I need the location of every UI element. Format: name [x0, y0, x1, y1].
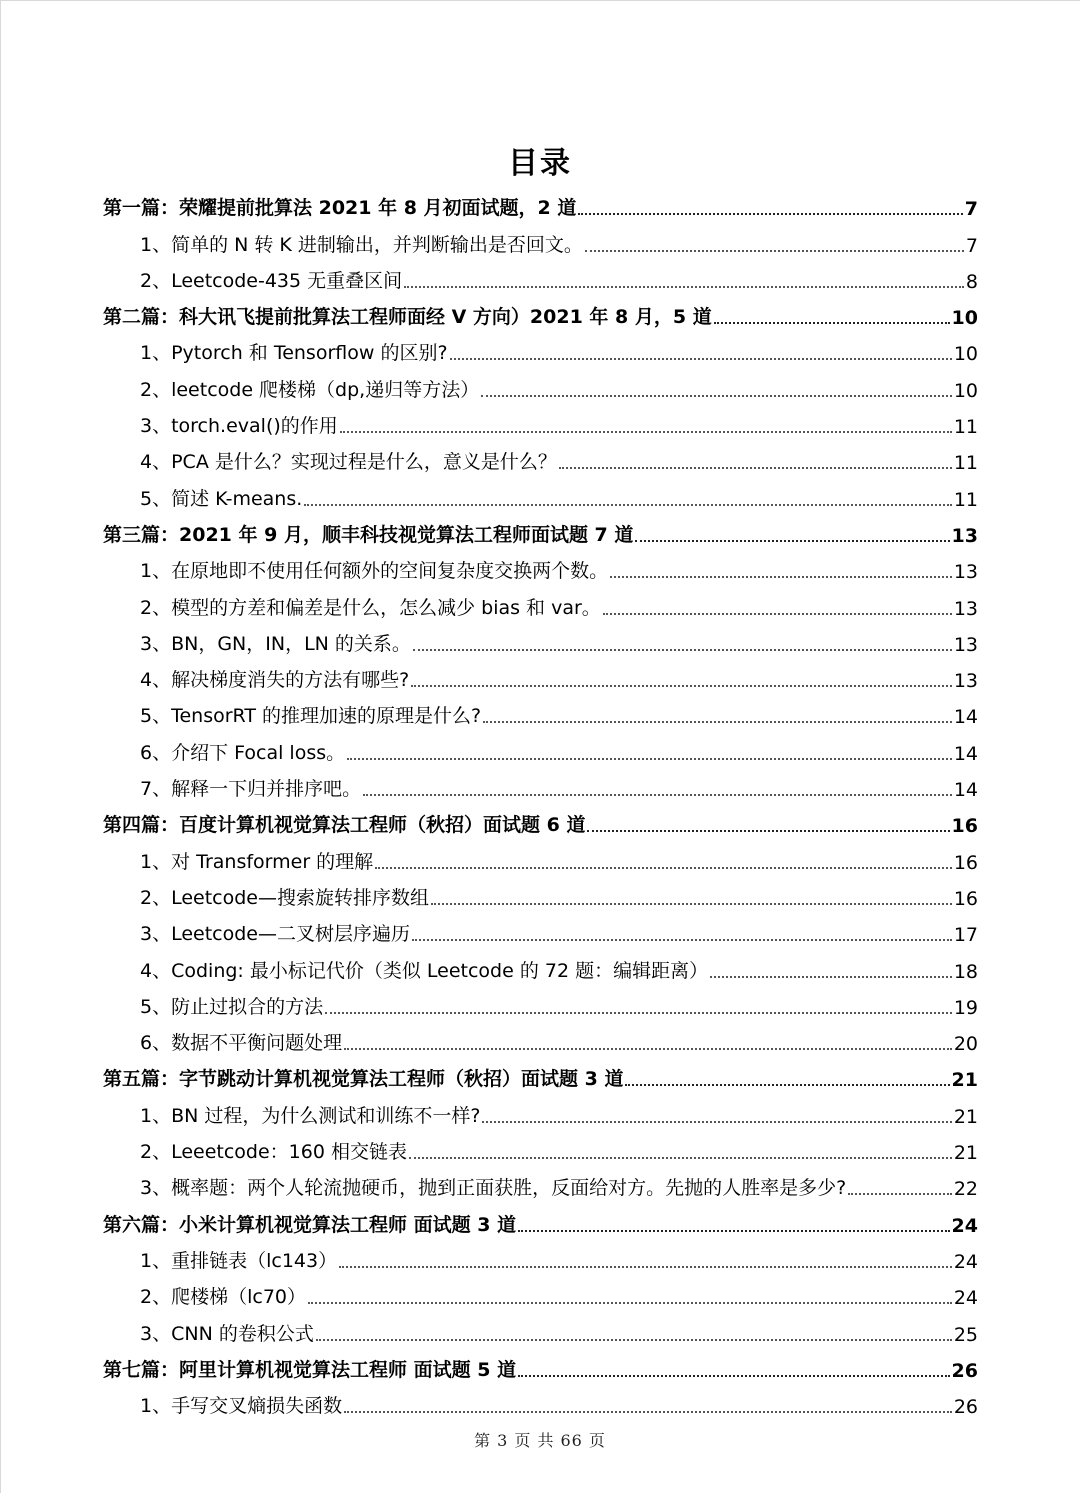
toc-entry-label: 6、介绍下 Focal loss。 — [140, 741, 346, 764]
toc-entry-label: 2、模型的方差和偏差是什么，怎么减少 bias 和 var。 — [140, 596, 601, 619]
toc-entry-label: 2、Leetcode-435 无重叠区间 — [140, 269, 403, 292]
toc-dot-leader — [413, 649, 952, 651]
toc-entry-label: 1、简单的 N 转 K 进制输出，并判断输出是否回文。 — [140, 233, 583, 256]
toc-item-entry[interactable] — [103, 916, 978, 952]
toc-entry-label: 1、在原地即不使用任何额外的空间复杂度交换两个数。 — [140, 560, 609, 583]
toc-section-entry[interactable] — [103, 1352, 978, 1388]
toc-item-entry[interactable] — [103, 1025, 978, 1061]
footer-suffix: 页 — [588, 1431, 606, 1450]
toc-entry-page-number: 21 — [951, 1069, 978, 1092]
toc-dot-leader — [710, 976, 952, 978]
toc-entry-label: 2、leetcode 爬楼梯（dp,递归等方法） — [140, 378, 480, 401]
toc-dot-leader — [603, 613, 952, 615]
toc-dot-leader — [610, 576, 952, 578]
toc-entry-page-number: 14 — [953, 779, 978, 802]
toc-entry-page-number: 21 — [953, 1105, 978, 1128]
toc-item-entry[interactable] — [103, 1134, 978, 1170]
toc-entry-label: 4、PCA 是什么？实现过程是什么，意义是什么？ — [140, 451, 557, 474]
toc-dot-leader — [714, 322, 950, 324]
toc-section-entry[interactable] — [103, 1061, 978, 1097]
toc-dot-leader — [347, 758, 952, 760]
toc-dot-leader — [339, 1266, 952, 1268]
toc-entry-label: 第二篇：科大讯飞提前批算法工程师面经 V 方向）2021 年 8 月，5 道 — [103, 306, 712, 329]
toc-entry-label: 第七篇：阿里计算机视觉算法工程师 面试题 5 道 — [103, 1358, 517, 1381]
toc-dot-leader — [340, 431, 952, 433]
toc-entry-label: 5、防止过拟合的方法 — [140, 995, 324, 1018]
toc-item-entry[interactable] — [103, 952, 978, 988]
toc-entry-label: 第四篇：百度计算机视觉算法工程师（秋招）面试题 6 道 — [103, 814, 586, 837]
toc-entry-page-number: 14 — [953, 706, 978, 729]
toc-dot-leader — [308, 1302, 952, 1304]
toc-dot-leader — [518, 1375, 949, 1377]
toc-entry-page-number: 10 — [951, 307, 978, 330]
toc-item-entry[interactable] — [103, 1279, 978, 1315]
toc-item-entry[interactable] — [103, 480, 978, 516]
toc-section-entry[interactable] — [103, 517, 978, 553]
toc-entry-label: 2、Leetcode—搜索旋转排序数组 — [140, 886, 429, 909]
toc-item-entry[interactable] — [103, 335, 978, 371]
toc-entry-page-number: 24 — [953, 1250, 978, 1273]
toc-dot-leader — [325, 1012, 952, 1014]
toc-entry-label: 4、Coding: 最小标记代价（类似 Leetcode 的 72 题：编辑距离） — [140, 959, 709, 982]
toc-entry-page-number: 11 — [953, 416, 978, 439]
footer-total-pages: 66 — [560, 1431, 583, 1450]
toc-item-entry[interactable] — [103, 698, 978, 734]
toc-dot-leader — [316, 1339, 952, 1341]
toc-entry-label: 1、对 Transformer 的理解 — [140, 850, 374, 873]
toc-dot-leader — [431, 903, 952, 905]
toc-entry-page-number: 14 — [953, 742, 978, 765]
toc-entry-page-number: 18 — [953, 960, 978, 983]
toc-entry-page-number: 13 — [953, 597, 978, 620]
toc-item-entry[interactable] — [103, 1388, 978, 1424]
toc-dot-leader — [304, 504, 952, 506]
toc-entry-page-number: 16 — [953, 851, 978, 874]
toc-entry-label: 5、简述 K-means. — [140, 487, 303, 510]
toc-entry-page-number: 10 — [953, 343, 978, 366]
toc-entry-label: 6、数据不平衡问题处理 — [140, 1032, 343, 1055]
toc-entry-page-number: 11 — [953, 452, 978, 475]
toc-entry-label: 第六篇：小米计算机视觉算法工程师 面试题 3 道 — [103, 1213, 517, 1236]
toc-entry-label: 3、BN，GN，IN，LN 的关系。 — [140, 632, 411, 655]
toc-dot-leader — [409, 1157, 952, 1159]
toc-entry-label: 1、重排链表（lc143） — [140, 1249, 338, 1272]
toc-entry-page-number: 24 — [953, 1287, 978, 1310]
toc-entry-page-number: 22 — [953, 1178, 978, 1201]
toc-entry-page-number: 13 — [953, 561, 978, 584]
toc-item-entry[interactable] — [103, 880, 978, 916]
toc-dot-leader — [411, 685, 952, 687]
toc-dot-leader — [559, 467, 952, 469]
toc-dot-leader — [585, 250, 964, 252]
toc-entry-label: 1、手写交叉熵损失函数 — [140, 1395, 343, 1418]
toc-dot-leader — [587, 830, 949, 832]
toc-item-entry[interactable] — [103, 843, 978, 879]
toc-item-entry[interactable] — [103, 771, 978, 807]
toc-entry-label: 第三篇：2021 年 9 月，顺丰科技视觉算法工程师面试题 7 道 — [103, 523, 634, 546]
toc-entry-page-number: 16 — [953, 887, 978, 910]
toc-dot-leader — [363, 794, 952, 796]
toc-entry-label: 3、torch.eval()的作用 — [140, 415, 338, 438]
footer-middle: 页 共 — [514, 1431, 555, 1450]
toc-entry-page-number: 20 — [953, 1033, 978, 1056]
toc-item-entry[interactable] — [103, 589, 978, 625]
toc-entry-label: 1、BN 过程，为什么测试和训练不一样? — [140, 1104, 481, 1127]
toc-item-entry[interactable] — [103, 989, 978, 1025]
toc-item-entry[interactable] — [103, 734, 978, 770]
toc-entry-label: 第五篇：字节跳动计算机视觉算法工程师（秋招）面试题 3 道 — [103, 1068, 624, 1091]
page-edge-top — [0, 0, 1080, 1]
footer-prefix: 第 — [474, 1431, 492, 1450]
toc-entry-page-number: 19 — [953, 996, 978, 1019]
toc-section-entry[interactable] — [103, 1206, 978, 1242]
toc-entry-page-number: 21 — [953, 1142, 978, 1165]
toc-entry-page-number: 13 — [953, 670, 978, 693]
toc-dot-leader — [578, 213, 962, 215]
page-title: 目录 — [508, 146, 572, 181]
toc-item-entry[interactable] — [103, 371, 978, 407]
toc-entry-page-number: 26 — [953, 1396, 978, 1419]
toc-entry-label: 3、概率题：两个人轮流抛硬币，抛到正面获胜，反面给对方。先抛的人胜率是多少? — [140, 1177, 847, 1200]
toc-item-entry[interactable] — [103, 626, 978, 662]
footer-current-page: 3 — [497, 1431, 509, 1450]
toc-dot-leader — [848, 1193, 952, 1195]
toc-dot-leader — [518, 1230, 949, 1232]
toc-entry-label: 3、CNN 的卷积公式 — [140, 1322, 314, 1345]
toc-entry-page-number: 10 — [953, 379, 978, 402]
toc-item-entry[interactable] — [103, 226, 978, 262]
toc-section-entry[interactable] — [103, 299, 978, 335]
toc-entry-page-number: 8 — [965, 270, 978, 293]
toc-item-entry[interactable] — [103, 263, 978, 299]
page-footer — [0, 1428, 1080, 1451]
table-of-contents — [103, 190, 978, 1424]
toc-entry-label: 7、解释一下归并排序吧。 — [140, 778, 362, 801]
toc-entry-page-number: 17 — [953, 924, 978, 947]
toc-entry-label: 4、解决梯度消失的方法有哪些? — [140, 669, 410, 692]
toc-section-entry[interactable] — [103, 190, 978, 226]
toc-dot-leader — [481, 395, 952, 397]
toc-section-entry[interactable] — [103, 807, 978, 843]
toc-entry-page-number: 25 — [953, 1323, 978, 1346]
toc-dot-leader — [404, 286, 964, 288]
toc-entry-label: 2、Leeetcode：160 相交链表 — [140, 1141, 407, 1164]
toc-entry-page-number: 24 — [951, 1214, 978, 1237]
toc-entry-label: 第一篇：荣耀提前批算法 2021 年 8 月初面试题，2 道 — [103, 197, 577, 220]
toc-entry-page-number: 16 — [951, 815, 978, 838]
toc-entry-label: 2、爬楼梯（lc70） — [140, 1286, 306, 1309]
toc-dot-leader — [375, 867, 952, 869]
toc-item-entry[interactable] — [103, 408, 978, 444]
toc-dot-leader — [625, 1084, 949, 1086]
toc-dot-leader — [344, 1411, 952, 1413]
toc-entry-page-number: 13 — [951, 524, 978, 547]
toc-entry-page-number: 26 — [951, 1359, 978, 1382]
toc-dot-leader — [635, 540, 949, 542]
toc-dot-leader — [483, 721, 952, 723]
toc-item-entry[interactable] — [103, 1097, 978, 1133]
toc-entry-page-number: 7 — [964, 198, 978, 221]
toc-item-entry[interactable] — [103, 1315, 978, 1351]
toc-entry-label: 5、TensorRT 的推理加速的原理是什么? — [140, 705, 482, 728]
toc-item-entry[interactable] — [103, 553, 978, 589]
toc-entry-page-number: 11 — [953, 488, 978, 511]
toc-entry-page-number: 7 — [965, 234, 978, 257]
toc-dot-leader — [450, 358, 952, 360]
toc-item-entry[interactable] — [103, 1243, 978, 1279]
toc-dot-leader — [482, 1121, 951, 1123]
toc-entry-page-number: 13 — [953, 633, 978, 656]
toc-item-entry[interactable] — [103, 444, 978, 480]
toc-entry-label: 3、Leetcode—二叉树层序遍历 — [140, 923, 410, 946]
toc-item-entry[interactable] — [103, 1170, 978, 1206]
toc-entry-label: 1、Pytorch 和 Tensorflow 的区别? — [140, 342, 448, 365]
page-edge-left — [0, 0, 1, 1493]
toc-dot-leader — [344, 1048, 952, 1050]
toc-dot-leader — [412, 939, 952, 941]
toc-item-entry[interactable] — [103, 662, 978, 698]
